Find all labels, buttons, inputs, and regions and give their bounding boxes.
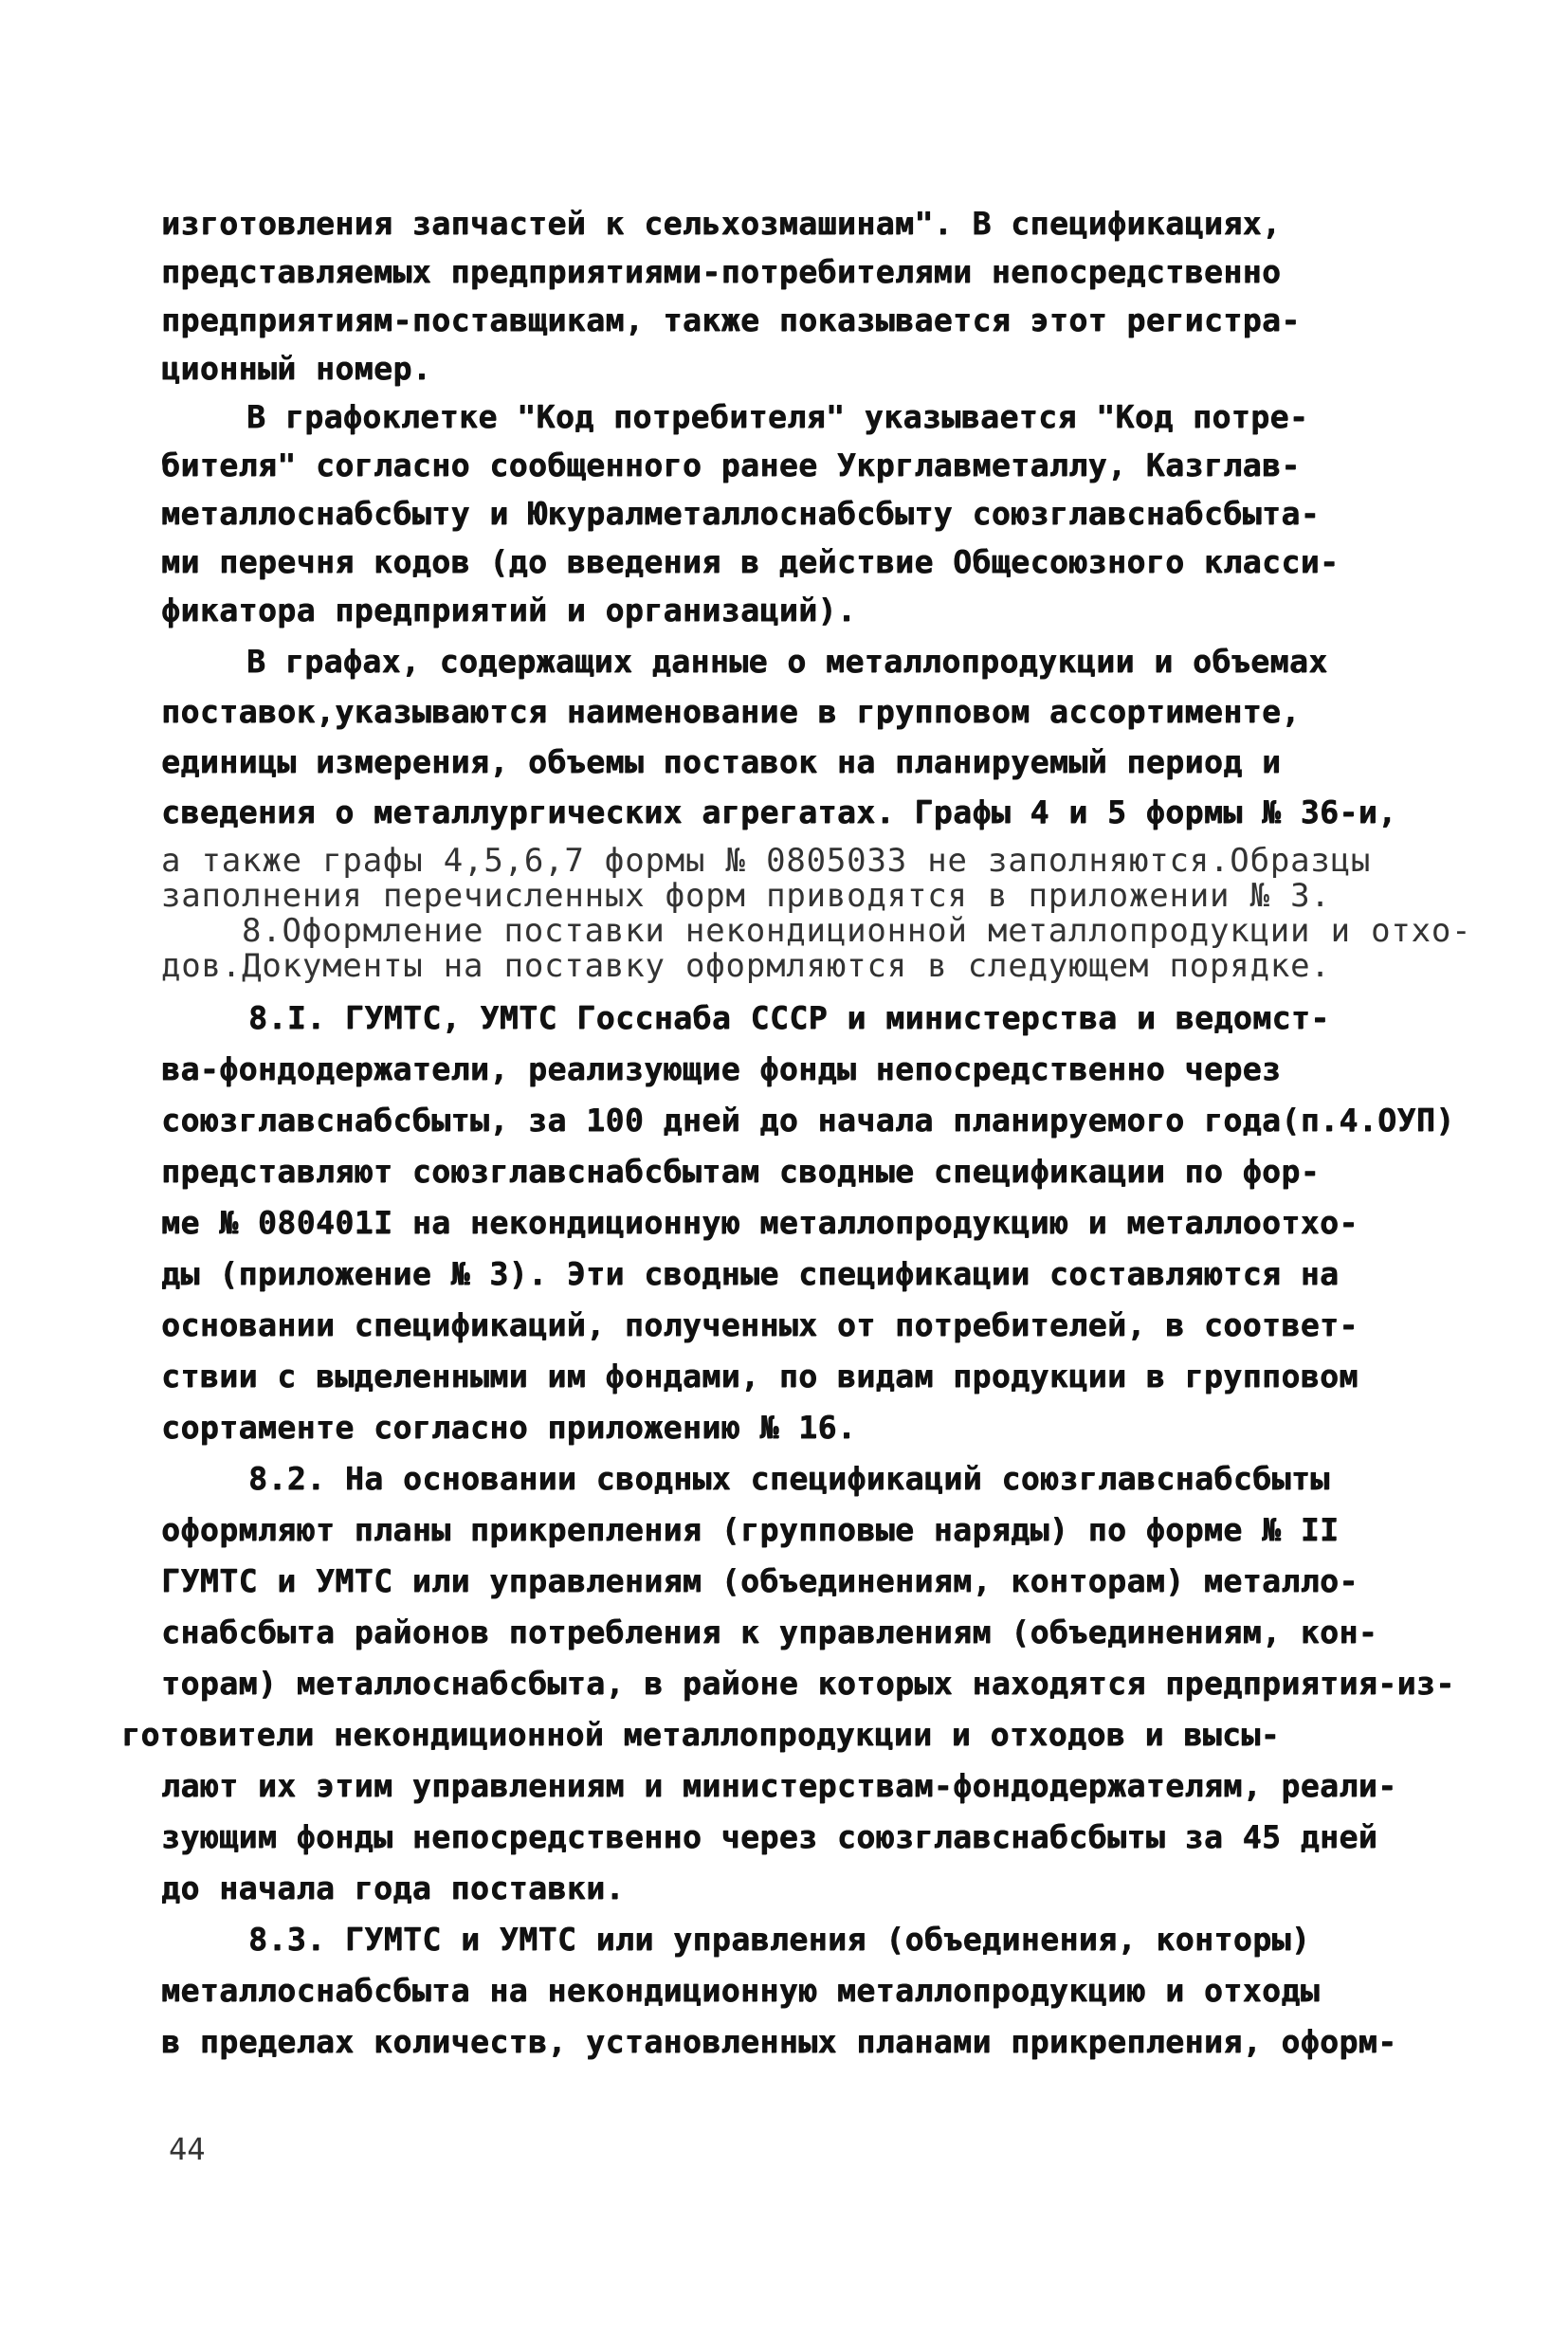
page-number: 44 xyxy=(169,2131,206,2167)
text-line: ционный номер. xyxy=(161,350,432,387)
text-line: бителя" согласно сообщенного ранее Укрглавметаллу, Казглав- xyxy=(161,447,1301,483)
text-line: В графах, содержащих данные о металлопродукции и объемах xyxy=(246,643,1328,680)
text-line: дов.Документы на поставку оформляются в следующем порядке. xyxy=(161,947,1331,985)
text-line: представляют союзглавснабсбытам сводные спецификации по фор- xyxy=(161,1153,1321,1190)
text-line: ва-фондодержатели, реализующие фонды непосредственно через xyxy=(161,1050,1282,1087)
text-line: фикатора предприятий и организаций). xyxy=(161,592,857,629)
text-line: лают их этим управлениям и министерствам-фондодержателям, реали- xyxy=(161,1767,1397,1804)
text-line: 8.I. ГУМТС, УМТС Госснаба СССР и министерства и ведомст- xyxy=(248,999,1330,1036)
text-line: снабсбыта районов потребления к управлениям (объединениям, кон- xyxy=(161,1614,1378,1650)
text-line: готовители некондиционной металлопродукции и отходов и высы- xyxy=(121,1716,1281,1753)
text-line: сортаменте согласно приложению № 16. xyxy=(161,1409,857,1446)
text-line: 8.3. ГУМТС и УМТС или управления (объединения, конторы) xyxy=(248,1921,1311,1958)
text-line: предприятиям-поставщикам, также показывается этот регистра- xyxy=(161,301,1301,338)
text-line: ствии с выделенными им фондами, по видам продукции в групповом xyxy=(161,1358,1358,1395)
text-line: основании спецификаций, полученных от потребителей, в соответ- xyxy=(161,1306,1358,1343)
text-line: В графоклетке "Код потребителя" указывается "Код потре- xyxy=(246,398,1309,435)
text-line: союзглавснабсбыты, за 100 дней до начала планируемого года(п.4.ОУП) xyxy=(161,1102,1455,1139)
text-line: изготовления запчастей к сельхозмашинам". В спецификациях, xyxy=(161,205,1282,242)
text-line: единицы измерения, объемы поставок на планируемый период и xyxy=(161,743,1282,780)
text-line: а также графы 4,5,6,7 формы № 0805033 не заполняются.Образцы xyxy=(161,842,1372,880)
text-line: торам) металлоснабсбыта, в районе которых находятся предприятия-из- xyxy=(161,1665,1455,1702)
text-line: заполнения перечисленных форм приводятся в приложении № 3. xyxy=(161,877,1331,915)
text-line: ми перечня кодов (до введения в действие Общесоюзного класси- xyxy=(161,543,1340,580)
text-line: зующим фонды непосредственно через союзглавснабсбыты за 45 дней xyxy=(161,1818,1378,1855)
text-line: до начала года поставки. xyxy=(161,1869,625,1906)
text-line: 8.Оформление поставки некондиционной металлопродукции и отхо- xyxy=(242,912,1472,950)
text-line: сведения о металлургических агрегатах. Графы 4 и 5 формы № 36-и, xyxy=(161,793,1397,830)
text-line: в пределах количеств, установленных планами прикрепления, оформ- xyxy=(161,2023,1397,2060)
text-line: представляемых предприятиями-потребителями непосредственно xyxy=(161,253,1282,290)
text-line: металлоснабсбыту и Юкуралметаллоснабсбыту союзглавснабсбыта- xyxy=(161,495,1321,532)
text-line: ме № 080401I на некондиционную металлопродукцию и металлоотхо- xyxy=(161,1204,1358,1241)
text-line: оформляют планы прикрепления (групповые наряды) по форме № II xyxy=(161,1511,1340,1548)
text-line: 8.2. На основании сводных спецификаций союзглавснабсбыты xyxy=(248,1460,1330,1497)
text-line: металлоснабсбыта на некондиционную металлопродукцию и отходы xyxy=(161,1972,1321,2009)
text-line: ды (приложение № 3). Эти сводные спецификации составляются на xyxy=(161,1255,1340,1292)
text-line: ГУМТС и УМТС или управлениям (объединениям, конторам) металло- xyxy=(161,1562,1358,1599)
text-line: поставок,указываются наименование в групповом ассортименте, xyxy=(161,693,1301,730)
